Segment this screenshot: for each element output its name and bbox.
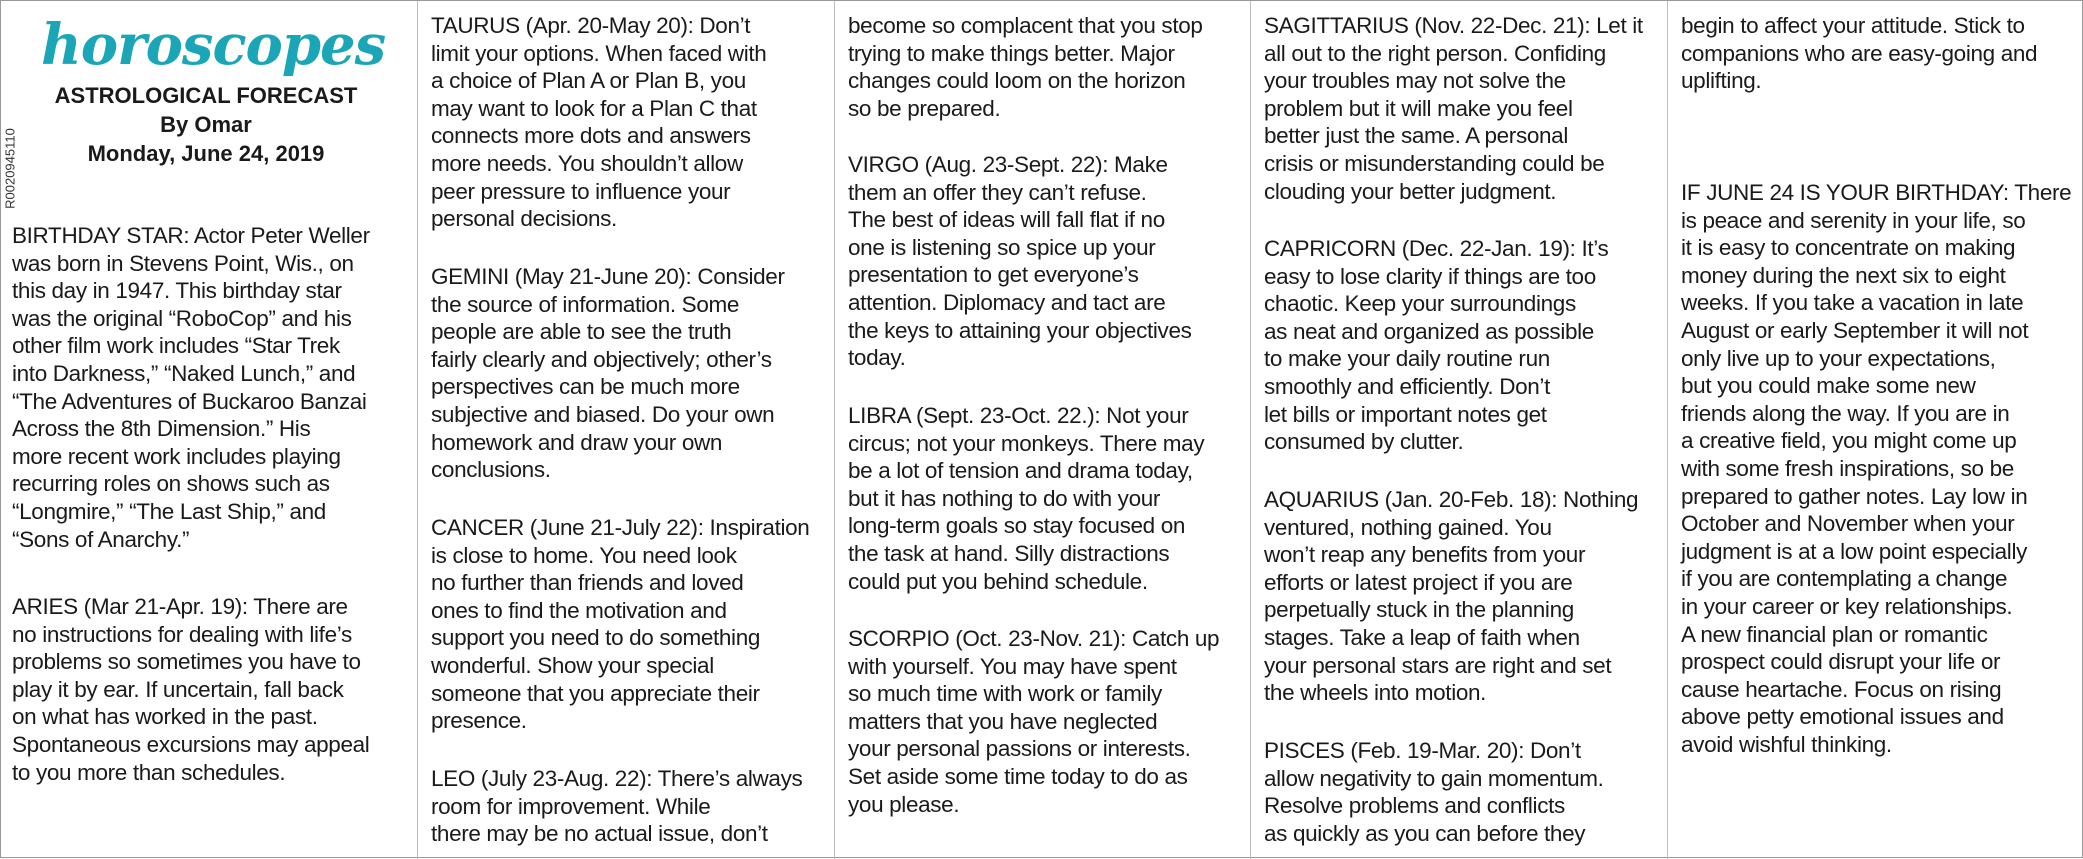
capricorn-paragraph: CAPRICORN (Dec. 22-Jan. 19): It’s easy to lose clarity if things are too chaotic. Keep your surroundings as neat and organized as possible to make your daily routine run smoothly and efficiently. Don’t let bills or important notes get consumed by clutter. bbox=[1264, 236, 1609, 455]
pisces-continued-paragraph: begin to affect your attitude. Stick to companions who are easy-going and uplifting. bbox=[1681, 13, 2038, 94]
column-4 bbox=[1250, 1, 1666, 859]
birthday-star-paragraph: BIRTHDAY STAR: Actor Peter Weller was born in Stevens Point, Wis., on this day in 1947. This birthday star was the original “RoboCop” and his other film work includes “Star Trek into Darkness,” “Naked Lunch,” and “The Adventures of Buckaroo Banzai Across the 8th Dimension.” His more recent work includes playing recurring roles on shows such as “Longmire,” “The Last Ship,” and “Sons of Anarchy.” bbox=[12, 223, 370, 552]
scorpio-paragraph: SCORPIO (Oct. 23-Nov. 21): Catch up with yourself. You may have spent so much time with work or family matters that you have neglected your personal passions or interests. Set aside some time today to do as you please. bbox=[848, 626, 1220, 817]
masthead bbox=[41, 9, 386, 168]
birthday-forecast-paragraph: IF JUNE 24 IS YOUR BIRTHDAY: There is peace and serenity in your life, so it is easy to concentrate on making money during the next six to eight weeks. If you take a vacation in late August or early September it will not only live up to your expectations, but you could make some new friends along the way. If you are in a creative field, you might come up with some fresh inspirations, so be prepared to gather notes. Lay low in October and November when your judgment is at a low point especially if you are contemplating a change in your career or key relationships. A new financial plan or romantic prospect could disrupt your life or cause heartache. Focus on rising above petty emotional issues and avoid wishful thinking. bbox=[1681, 180, 2072, 757]
column-5 bbox=[1667, 1, 2083, 859]
side-code: R0020945110 bbox=[2, 128, 18, 209]
libra-paragraph: LIBRA (Sept. 23-Oct. 22.): Not your circus; not your monkeys. There may be a lot of tension and drama today, but it has nothing to do with your long-term goals so stay focused on the task at hand. Silly distractions could put you behind schedule. bbox=[848, 403, 1205, 594]
byline: By Omar bbox=[160, 112, 252, 137]
taurus-paragraph: TAURUS (Apr. 20-May 20): Don’t limit your options. When faced with a choice of Plan A or Plan B, you may want to look for a Plan C that connects more dots and answers more needs. You shouldn’t allow peer pressure to influence your personal decisions. bbox=[431, 13, 767, 232]
pisces-paragraph: PISCES (Feb. 19-Mar. 20): Don’t allow negativity to gain momentum. Resolve problems and conflicts as quickly as you can before they bbox=[1264, 738, 1604, 846]
gemini-paragraph: GEMINI (May 21-June 20): Consider the source of information. Some people are able to see the truth fairly clearly and objectively; other’s perspectives can be much more subjective and biased. Do your own homework and draw your own conclusions. bbox=[431, 264, 785, 483]
leo-continued-paragraph: become so complacent that you stop trying to make things better. Major changes could loom on the horizon so be prepared. bbox=[848, 13, 1203, 121]
publication-date: Monday, June 24, 2019 bbox=[87, 141, 325, 166]
sagittarius-paragraph: SAGITTARIUS (Nov. 22-Dec. 21): Let it all out to the right person. Confiding your troubles may not solve the problem but it will make you feel better just the same. A personal crisis or misunderstanding could be clouding your better judgment. bbox=[1264, 13, 1643, 204]
aquarius-paragraph: AQUARIUS (Jan. 20-Feb. 18): Nothing ventured, nothing gained. You won’t reap any benefits from your efforts or latest project if you are perpetually stuck in the planning stages. Take a leap of faith when your personal stars are right and set the wheels into motion. bbox=[1264, 487, 1639, 706]
aries-paragraph: ARIES (Mar 21-Apr. 19): There are no instructions for dealing with life’s problems so sometimes you have to play it by ear. If uncertain, fall back on what has worked in the past. Spontaneous excursions may appeal to you more than schedules. bbox=[12, 594, 370, 785]
column-1 bbox=[1, 1, 417, 859]
virgo-paragraph: VIRGO (Aug. 23-Sept. 22): Make them an offer they can’t refuse. The best of ideas will fall flat if no one is listening so spice up your presentation to get everyone’s attention. Diplomacy and tact are the keys to attaining your objectives today. bbox=[848, 152, 1192, 371]
leo-paragraph: LEO (July 23-Aug. 22): There’s always room for improvement. While there may be no actual issue, don’t bbox=[431, 766, 803, 847]
horoscopes-logo: horoscopes bbox=[41, 12, 386, 78]
column-2 bbox=[417, 1, 833, 859]
column-3 bbox=[834, 1, 1250, 859]
section-subtitle: ASTROLOGICAL FORECAST bbox=[54, 83, 358, 108]
cancer-paragraph: CANCER (June 21-July 22): Inspiration is close to home. You need look no further than friends and loved ones to find the motivation and support you need to do something wonderful. Show your special someone that you appreciate their presence. bbox=[431, 515, 810, 734]
